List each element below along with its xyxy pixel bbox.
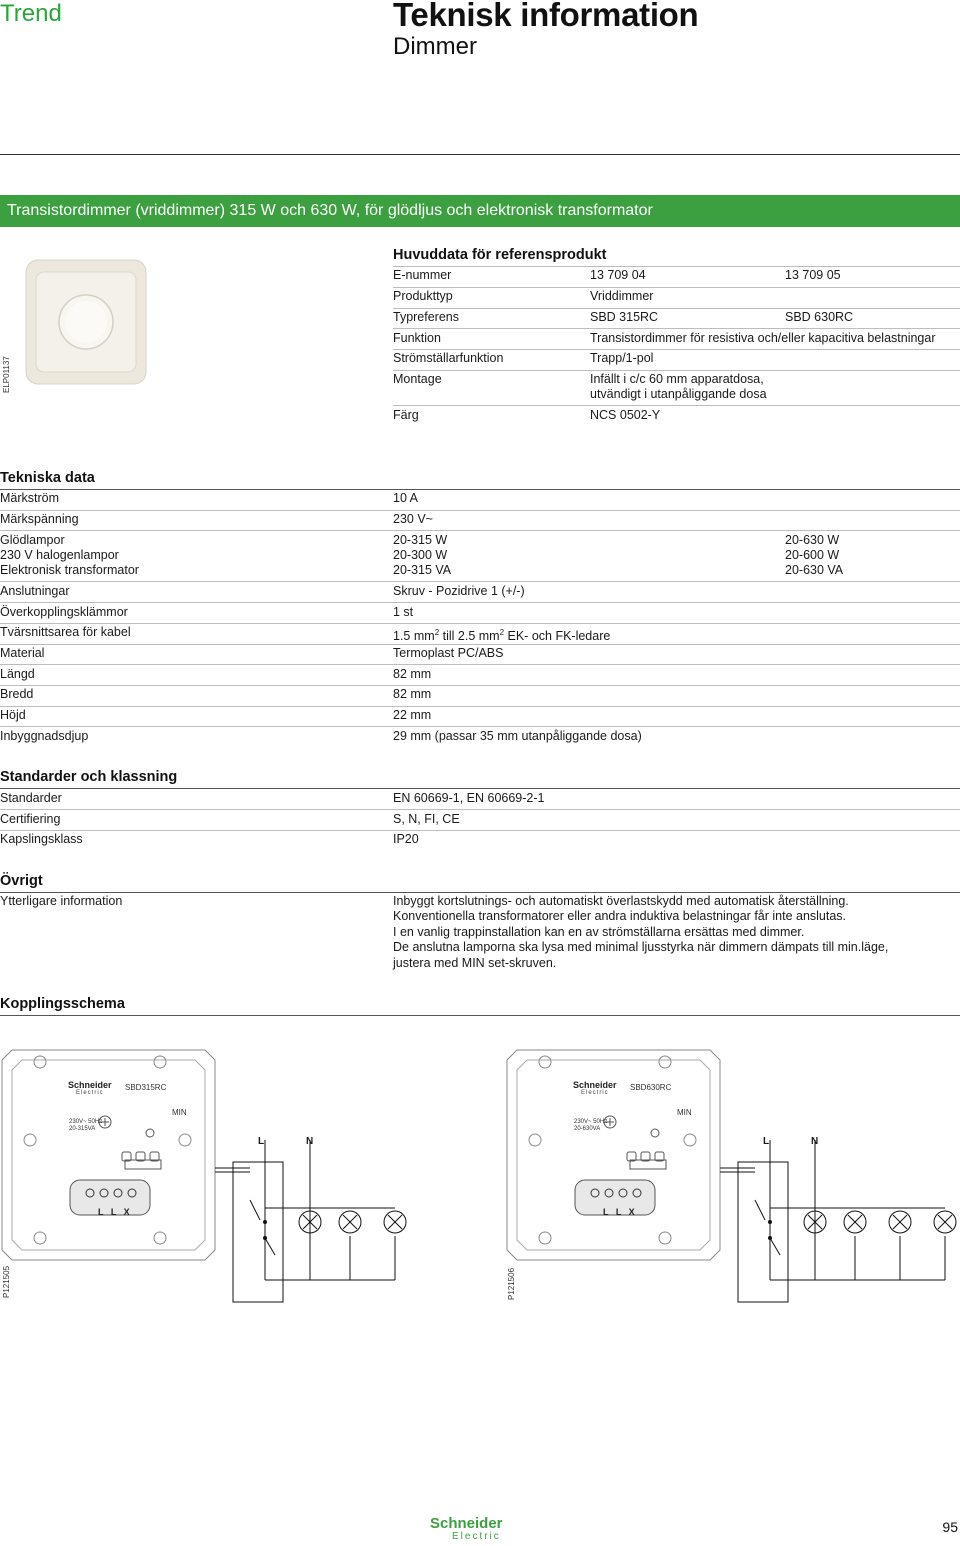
ref-label: Montage bbox=[393, 372, 442, 386]
ref-value: SBD 315RC bbox=[590, 310, 659, 324]
tech-value: Skruv - Pozidrive 1 (+/-) bbox=[393, 584, 525, 598]
ref-value: 13 709 05 bbox=[785, 268, 841, 282]
tech-value: 29 mm (passar 35 mm utanpåliggande dosa) bbox=[393, 729, 642, 743]
banner-text: Transistordimmer (vriddimmer) 315 W och 630 W, för glödljus och elektronisk transformator bbox=[7, 202, 653, 219]
brand-name: Trend bbox=[0, 0, 62, 27]
device-brand: Schneider bbox=[68, 1080, 112, 1090]
std-value: IP20 bbox=[393, 832, 419, 846]
tech-value: Termoplast PC/ABS bbox=[393, 646, 504, 660]
tech-label: Material bbox=[0, 646, 45, 660]
other-heading: Övrigt bbox=[0, 873, 43, 889]
min-label: MIN bbox=[172, 1108, 187, 1117]
tech-label: 230 V halogenlampor bbox=[0, 548, 119, 562]
std-value: EN 60669-1, EN 60669-2-1 bbox=[393, 791, 545, 805]
product-photo bbox=[20, 256, 150, 386]
diagram-code: P121505 bbox=[2, 1265, 11, 1298]
tech-label: Tvärsnittsarea för kabel bbox=[0, 625, 131, 639]
min-label: MIN bbox=[677, 1108, 692, 1117]
std-value: S, N, FI, CE bbox=[393, 812, 460, 826]
ref-value: 13 709 04 bbox=[590, 268, 646, 282]
standards-heading: Standarder och klassning bbox=[0, 769, 178, 785]
tech-label: Längd bbox=[0, 667, 35, 681]
ref-value: Transistordimmer för resistiva och/eller kapacitiva belastningar bbox=[590, 331, 936, 345]
tech-value: 20-630 W bbox=[785, 533, 840, 547]
ref-value: utvändigt i utanpåliggande dosa bbox=[590, 387, 767, 401]
photo-code: ELP01137 bbox=[2, 356, 11, 393]
technical-heading: Tekniska data bbox=[0, 470, 95, 486]
page-title: Teknisk information bbox=[393, 0, 699, 33]
logo-top: Schneider bbox=[430, 1515, 503, 1532]
rating-line: 20-630VA bbox=[574, 1126, 601, 1132]
tech-label: Glödlampor bbox=[0, 533, 65, 547]
other-line: Konventionella transformatorer eller andra induktiva belastningar får inte anslutas. bbox=[393, 909, 847, 923]
tech-value: 10 A bbox=[393, 491, 419, 505]
ref-value: SBD 630RC bbox=[785, 310, 854, 324]
ref-label: Produkttyp bbox=[393, 289, 453, 303]
page-number: 95 bbox=[942, 1519, 958, 1535]
tech-value: 20-600 W bbox=[785, 548, 840, 562]
tech-label: Anslutningar bbox=[0, 584, 70, 598]
tech-label: Överkopplingsklämmor bbox=[0, 605, 128, 619]
ref-value: Vriddimmer bbox=[590, 289, 654, 303]
tech-value: 20-300 W bbox=[393, 548, 448, 562]
ref-value: Infällt i c/c 60 mm apparatdosa, bbox=[590, 372, 764, 386]
ref-label: E-nummer bbox=[393, 268, 452, 282]
other-line: Inbyggt kortslutnings- och automatiskt överlastskydd med automatisk återställning. bbox=[393, 894, 849, 908]
ref-label: Färg bbox=[393, 408, 419, 422]
tech-label: Märkström bbox=[0, 491, 60, 505]
rating-line: 20-315VA bbox=[69, 1126, 96, 1132]
tech-value: 20-315 W bbox=[393, 533, 448, 547]
wiring-diagram-1 bbox=[0, 1040, 470, 1305]
other-line: De anslutna lamporna ska lysa med minimal ljusstyrka när dimmern dämpats till min.läge, bbox=[393, 940, 889, 954]
device-brand-sub: Electric bbox=[581, 1090, 609, 1096]
tech-value: 20-315 VA bbox=[393, 563, 452, 577]
device-brand: Schneider bbox=[573, 1080, 617, 1090]
other-line: I en vanlig trappinstallation kan en av strömställarna ersättas med dimmer. bbox=[393, 925, 805, 939]
header-divider bbox=[0, 154, 960, 155]
ref-label: Typreferens bbox=[393, 310, 460, 324]
tech-label: Elektronisk transformator bbox=[0, 563, 139, 577]
page-subtitle: Dimmer bbox=[393, 33, 477, 60]
logo-bottom: Electric bbox=[452, 1531, 501, 1542]
wire-label-n: N bbox=[811, 1136, 819, 1147]
schneider-logo bbox=[430, 1517, 503, 1542]
reference-heading: Huvuddata för referensprodukt bbox=[393, 247, 607, 263]
std-label: Kapslingsklass bbox=[0, 832, 83, 846]
tech-value: 20-630 VA bbox=[785, 563, 844, 577]
tech-value: 230 V~ bbox=[393, 512, 433, 526]
wire-label-l: L bbox=[258, 1136, 265, 1147]
terminal-labels: L L X bbox=[603, 1207, 635, 1217]
device-brand-sub: Electric bbox=[76, 1090, 104, 1096]
tech-value: 22 mm bbox=[393, 708, 432, 722]
wiring-heading: Kopplingsschema bbox=[0, 996, 125, 1012]
rating-line: 230V~ 50Hz bbox=[69, 1119, 103, 1125]
rating-line: 230V~ 50Hz bbox=[574, 1119, 608, 1125]
tech-value: 82 mm bbox=[393, 687, 432, 701]
diagram-code: P121506 bbox=[507, 1267, 516, 1300]
std-label: Certifiering bbox=[0, 812, 61, 826]
tech-value: 82 mm bbox=[393, 667, 432, 681]
ref-value: NCS 0502-Y bbox=[590, 408, 661, 422]
device-model: SBD315RC bbox=[125, 1083, 167, 1092]
tech-value: 1.5 $mm^2$ till 2.5 $mm^2$ EK- och FK-ledare bbox=[393, 628, 611, 644]
ref-label: Funktion bbox=[393, 331, 441, 345]
wiring-diagram-2 bbox=[505, 1040, 960, 1305]
tech-label: Inbyggnadsdjup bbox=[0, 729, 89, 743]
tech-label: Höjd bbox=[0, 708, 26, 722]
tech-value: 1 st bbox=[393, 605, 414, 619]
ref-value: Trapp/1-pol bbox=[590, 351, 654, 365]
other-line: justera med MIN set-skruven. bbox=[393, 956, 557, 970]
product-banner bbox=[0, 195, 960, 227]
tech-label: Bredd bbox=[0, 687, 34, 701]
wire-label-n: N bbox=[306, 1136, 314, 1147]
other-label: Ytterligare information bbox=[0, 894, 123, 908]
std-label: Standarder bbox=[0, 791, 62, 805]
device-model: SBD630RC bbox=[630, 1083, 672, 1092]
wire-label-l: L bbox=[763, 1136, 770, 1147]
terminal-labels: L L X bbox=[98, 1207, 130, 1217]
ref-label: Strömställarfunktion bbox=[393, 351, 504, 365]
tech-label: Märkspänning bbox=[0, 512, 79, 526]
